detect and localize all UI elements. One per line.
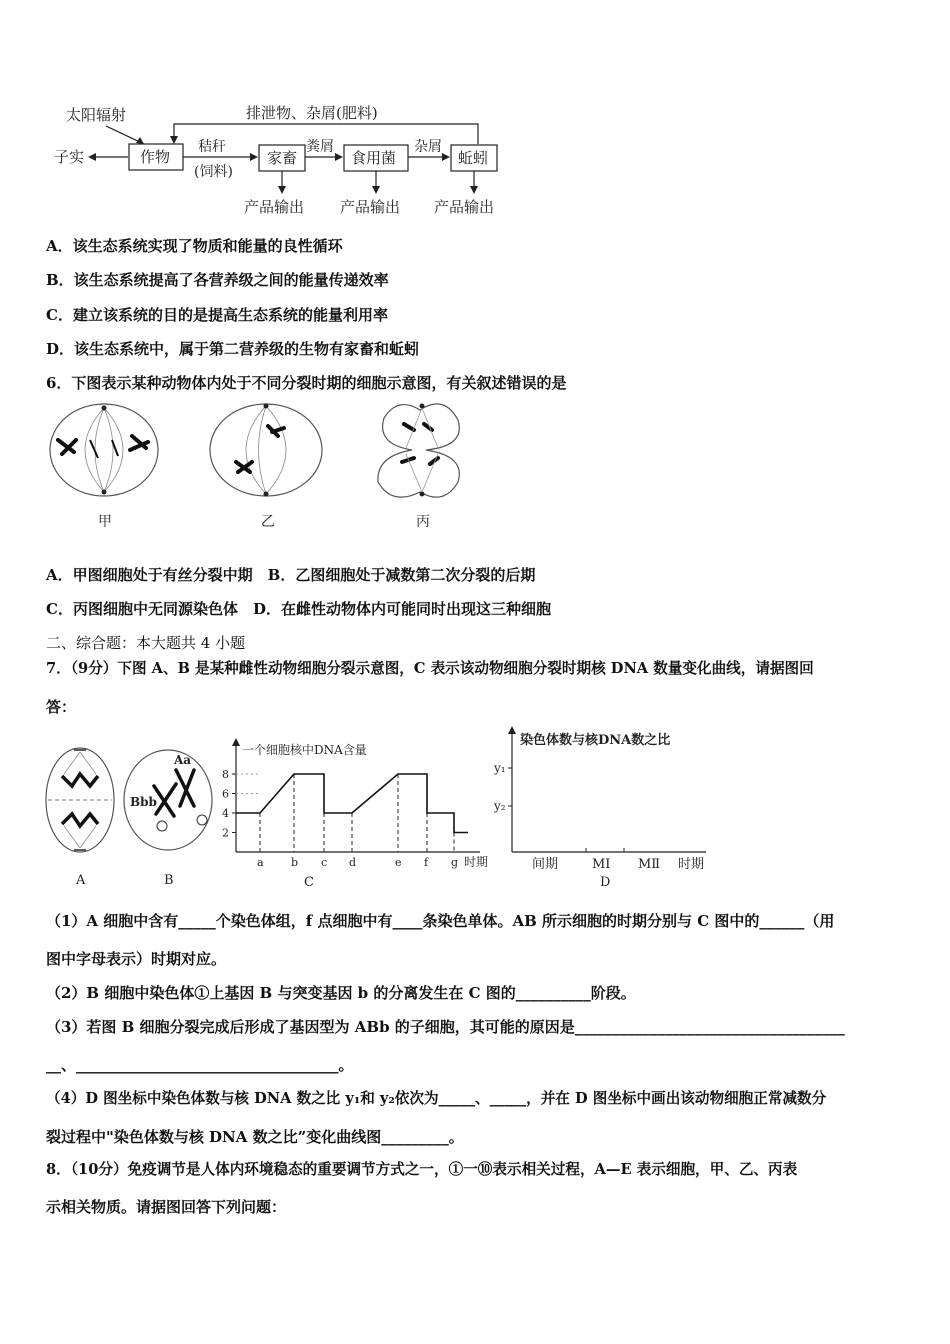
chart-d-y1: y₁ bbox=[494, 761, 506, 775]
q7-part2: （2）B 细胞中染色体①上基因 B 与突变基因 b 的分离发生在 C 图的__________阶段。 bbox=[46, 984, 636, 1002]
top-label: 排泄物、杂屑(肥料) bbox=[246, 104, 378, 122]
q5-option-b: B．该生态系统提高了各营养级之间的能量传递效率 bbox=[46, 271, 389, 289]
chart-c-ytick-label: 4 bbox=[222, 807, 229, 820]
output-label-2: 产品输出 bbox=[340, 198, 401, 216]
q5-option-a: A．该生态系统实现了物质和能量的良性循环 bbox=[46, 237, 343, 255]
cell-b-genes-a: Aa bbox=[174, 753, 192, 767]
q5-option-c: C．建立该系统的目的是提高生态系统的能量利用率 bbox=[46, 306, 388, 324]
label-yi: 乙 bbox=[261, 514, 275, 530]
debris-label: 杂屑 bbox=[414, 139, 442, 155]
straw-label: 秸秆 bbox=[198, 139, 226, 155]
earthworm-label: 蚯蚓 bbox=[458, 149, 489, 167]
q7-stem-2: 答： bbox=[46, 698, 77, 716]
label-a: A bbox=[76, 873, 86, 888]
chart-c-xtick-label: b bbox=[291, 856, 299, 869]
q7-part1-line1: （1）A 细胞中含有_____个染色体组，f 点细胞中有____条染色单体。AB 所示细胞的时期分别与 C 图中的______（用 bbox=[46, 912, 835, 930]
q6-stem: 6．下图表示某种动物体内处于不同分裂时期的细胞示意图，有关叙述错误的是 bbox=[46, 374, 567, 392]
chart-c-ytick-label: 2 bbox=[222, 826, 229, 840]
chart-c-xtick-label: c bbox=[321, 856, 328, 869]
seed-label: 子实 bbox=[54, 148, 85, 166]
cell-b-genes-b: Bbb bbox=[130, 795, 157, 809]
chart-d-tick-m2: MⅡ bbox=[638, 857, 661, 872]
feed-label: (饲料) bbox=[194, 164, 233, 180]
q7-part4-line1: （4）D 图坐标中染色体数与核 DNA 数之比 y₁和 y₂依次为_____、_____，并在 D 图坐标中画出该动物细胞正常减数分 bbox=[46, 1090, 827, 1107]
q7-part1-line2: 图中字母表示）时期对应。 bbox=[46, 950, 227, 968]
chart-c-xtick-label: d bbox=[349, 856, 357, 869]
cell-bing bbox=[378, 404, 459, 498]
chart-d-title: 染色体数与核DNA数之比 bbox=[520, 733, 671, 748]
cell-yi bbox=[210, 404, 322, 497]
output-label-3: 产品输出 bbox=[434, 198, 495, 216]
q6-cell-diagrams bbox=[46, 402, 486, 534]
label-bing: 丙 bbox=[416, 514, 430, 530]
q7-part4-line2: 裂过程中"染色体数与核 DNA 数之比”变化曲线图_________。 bbox=[46, 1128, 464, 1146]
chart-c-xlabel: 时期 bbox=[464, 855, 489, 869]
fungus-label: 食用菌 bbox=[351, 149, 397, 167]
chart-d-ratio bbox=[490, 724, 720, 890]
chart-c-xtick-label: a bbox=[257, 856, 264, 869]
cell-jia bbox=[50, 404, 158, 496]
label-b: B bbox=[164, 873, 174, 888]
q5-option-d: D．该生态系统中，属于第二营养级的生物有家畜和蚯蚓 bbox=[46, 340, 420, 358]
chart-d-tick-m1: MⅠ bbox=[592, 857, 611, 872]
output-label-1: 产品输出 bbox=[244, 198, 305, 216]
q7-part3-line1: （3）若图 B 细胞分裂完成后形成了基因型为 ABb 的子细胞，其可能的原因是____________________________________ bbox=[46, 1018, 845, 1036]
chart-c-ytick-label: 6 bbox=[222, 787, 229, 801]
section2-heading: 二、综合题：本大题共 4 小题 bbox=[46, 634, 246, 652]
ecosystem-flow-diagram bbox=[46, 98, 516, 220]
chart-d-xlabel: 时期 bbox=[678, 857, 705, 872]
cell-a bbox=[46, 748, 114, 852]
label-c: C bbox=[304, 875, 314, 890]
chart-c-xtick-label: e bbox=[395, 856, 402, 869]
chart-c-title: 一个细胞核中DNA含量 bbox=[242, 743, 367, 757]
q8-stem-2: 示相关物质。请据图回答下列问题： bbox=[46, 1198, 287, 1216]
chart-c-xtick-label: g bbox=[451, 856, 459, 869]
chart-d-y2: y₂ bbox=[494, 799, 506, 813]
q8-stem-1: 8．（10分）免疫调节是人体内环境稳态的重要调节方式之一，①一⑩表示相关过程，A—E 表示细胞，甲、乙、丙表 bbox=[46, 1161, 798, 1178]
q6-options-cd: C．丙图细胞中无同源染色体 D．在雌性动物体内可能同时出现这三种细胞 bbox=[46, 600, 551, 618]
sun-label: 太阳辐射 bbox=[66, 106, 127, 124]
crop-label: 作物 bbox=[140, 148, 171, 166]
chart-c-xtick-label: f bbox=[424, 856, 429, 869]
chart-c-dna-content bbox=[222, 734, 492, 890]
label-jia: 甲 bbox=[98, 514, 112, 530]
label-d: D bbox=[600, 875, 611, 890]
q7-part3-line2: __、___________________________________。 bbox=[46, 1056, 354, 1074]
chart-c-ytick-label: 8 bbox=[222, 768, 229, 781]
livestock-label: 家畜 bbox=[267, 149, 298, 167]
chart-d-tick-interphase: 间期 bbox=[532, 857, 559, 872]
cell-b bbox=[124, 750, 212, 850]
q7-cells-ab bbox=[44, 746, 224, 892]
q6-options-ab: A．甲图细胞处于有丝分裂中期 B．乙图细胞处于减数第二次分裂的后期 bbox=[46, 566, 536, 584]
q7-stem-1: 7．（9分）下图 A、B 是某种雌性动物细胞分裂示意图，C 表示该动物细胞分裂时期核 DNA 数量变化曲线，请据图回 bbox=[46, 660, 814, 677]
dung-label: 粪屑 bbox=[306, 139, 334, 155]
